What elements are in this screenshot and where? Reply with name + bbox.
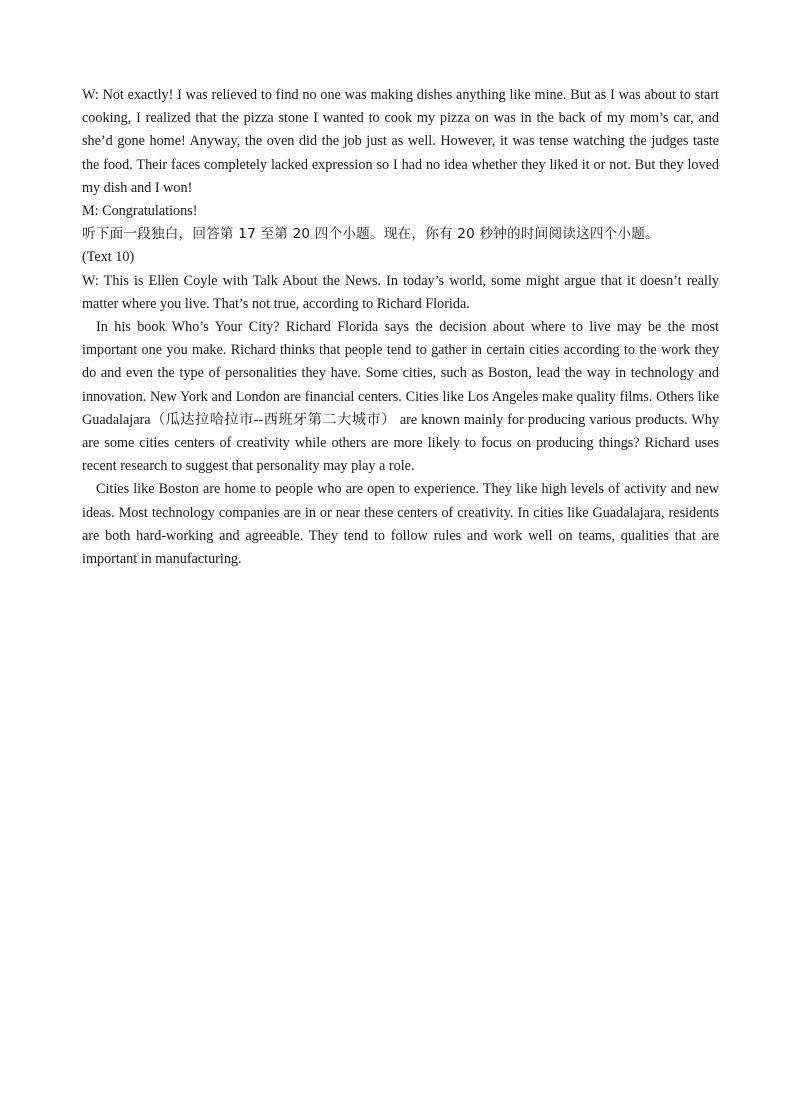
document-page bbox=[82, 84, 719, 571]
monologue-paragraph-cities: In his book Who’s Your City? Richard Florida says the decision about where to live may be the most important one you make. Richard thinks that people tend to gather in certain cities according to the work they do and even the type of personalities they have. Some cities, such as Boston, lead the way in technology and innovation. New York and London are financial centers. Cities like Los Angeles make quality films. Others like Guadalajara（瓜达拉哈拉市--西班牙第二大城市） are known mainly for producing various products. Why are some cities centers of creativity while others are more likely to focus on producing things? Richard uses recent research to suggest that personality may play a role. bbox=[82, 319, 719, 475]
text-number-label: (Text 10) bbox=[82, 249, 135, 266]
listening-instruction: 听下面一段独白，回答第 17 至第 20 四个小题。现在，你有 20 秒钟的时间阅读这四个小题。 bbox=[82, 226, 659, 243]
dialogue-paragraph-woman: W: Not exactly! I was relieved to find no one was making dishes anything like mine. But as I was about to start cooking, I realized that the pizza stone I wanted to cook my pizza on was in the back of my mom’s car, and she’d gone home! Anyway, the oven did the job just as well. However, it was tense watching the judges taste the food. Their faces completely lacked expression so I had no idea whether they liked it or not. But they loved my dish and I won! bbox=[82, 87, 719, 196]
monologue-intro-paragraph: W: This is Ellen Coyle with Talk About the News. In today’s world, some might argue that it doesn’t really matter where you live. That’s not true, according to Richard Florida. bbox=[82, 272, 719, 312]
monologue-paragraph-personality: Cities like Boston are home to people who are open to experience. They like high levels of activity and new ideas. Most technology companies are in or near these centers of creativity. In cities like Guadalajara, residents are both hard-working and agreeable. They tend to follow rules and work well on teams, qualities that are important in manufacturing. bbox=[82, 481, 719, 568]
dialogue-paragraph-man: M: Congratulations! bbox=[82, 203, 198, 220]
